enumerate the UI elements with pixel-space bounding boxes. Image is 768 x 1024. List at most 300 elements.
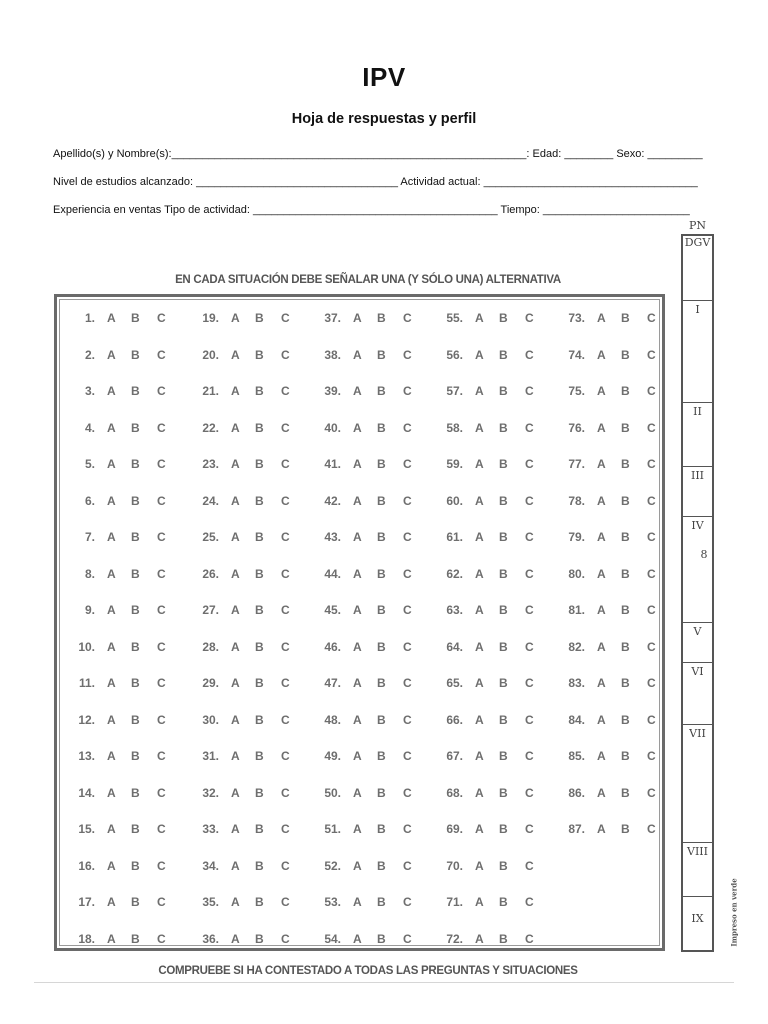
answer-option-b[interactable]: B <box>621 603 630 617</box>
answer-option-b[interactable]: B <box>377 530 386 544</box>
answer-option-b[interactable]: B <box>255 457 264 471</box>
answer-option-a[interactable]: A <box>107 676 116 690</box>
answer-option-b[interactable]: B <box>377 676 386 690</box>
answer-option-c[interactable]: C <box>403 822 412 836</box>
answer-option-b[interactable]: B <box>131 493 140 508</box>
answer-option-a[interactable]: A <box>231 347 240 362</box>
answer-option-c[interactable]: C <box>403 639 412 654</box>
answer-option-c[interactable]: C <box>157 858 166 873</box>
item-number: 70. <box>446 858 463 873</box>
item-number: 60. <box>446 493 463 508</box>
answer-option-a[interactable]: A <box>597 639 606 654</box>
answer-option-c[interactable]: C <box>281 822 290 836</box>
answer-option-c[interactable]: C <box>403 858 412 873</box>
answer-option-c[interactable]: C <box>647 712 656 727</box>
answer-option-a[interactable]: A <box>231 712 240 727</box>
answer-option-c[interactable]: C <box>525 347 534 362</box>
answer-option-c[interactable]: C <box>525 749 534 763</box>
answer-option-c[interactable]: C <box>403 347 412 362</box>
answer-option-a[interactable]: A <box>597 749 606 763</box>
item-number: 38. <box>324 347 341 362</box>
answer-option-a[interactable]: A <box>597 712 606 727</box>
answer-option-c[interactable]: C <box>647 457 656 471</box>
answer-option-b[interactable]: B <box>621 384 630 398</box>
answer-option-a[interactable]: A <box>353 712 362 727</box>
answer-option-b[interactable]: B <box>621 712 630 727</box>
item-number: 12. <box>78 712 95 727</box>
answer-option-b[interactable]: B <box>499 712 508 727</box>
answer-option-b[interactable]: B <box>255 749 264 763</box>
answer-option-b[interactable]: B <box>255 785 264 800</box>
item-number: 58. <box>446 420 463 435</box>
answer-option-a[interactable]: A <box>597 457 606 471</box>
answer-option-b[interactable]: B <box>131 530 140 544</box>
answer-option-a[interactable]: A <box>353 785 362 800</box>
answer-option-a[interactable]: A <box>231 420 240 435</box>
answer-option-c[interactable]: C <box>281 858 290 873</box>
answer-option-a[interactable]: A <box>597 384 606 398</box>
answer-option-a[interactable]: A <box>353 858 362 873</box>
item-number: 2. <box>84 347 95 362</box>
answer-option-a[interactable]: A <box>107 457 116 471</box>
answer-option-c[interactable]: C <box>281 347 290 362</box>
item-number: 44. <box>324 566 341 581</box>
answer-option-b[interactable]: B <box>377 822 386 836</box>
answer-option-c[interactable]: C <box>403 785 412 800</box>
answer-option-c[interactable]: C <box>525 931 534 946</box>
answer-option-a[interactable]: A <box>475 566 484 581</box>
answer-option-a[interactable]: A <box>231 384 240 398</box>
answer-option-a[interactable]: A <box>597 822 606 836</box>
answer-option-c[interactable]: C <box>525 712 534 727</box>
answer-option-a[interactable]: A <box>353 931 362 946</box>
answer-option-b[interactable]: B <box>131 603 140 617</box>
answer-option-b[interactable]: B <box>499 530 508 544</box>
answer-option-a[interactable]: A <box>107 712 116 727</box>
answer-option-c[interactable]: C <box>281 749 290 763</box>
answer-option-b[interactable]: B <box>621 347 630 362</box>
answer-option-a[interactable]: A <box>231 676 240 690</box>
answer-option-c[interactable]: C <box>281 639 290 654</box>
answer-option-b[interactable]: B <box>255 566 264 581</box>
answer-option-c[interactable]: C <box>525 785 534 800</box>
answer-option-a[interactable]: A <box>231 822 240 836</box>
answer-option-c[interactable]: C <box>281 311 290 325</box>
answer-option-b[interactable]: B <box>131 895 140 909</box>
answer-option-a[interactable]: A <box>475 676 484 690</box>
answer-option-a[interactable]: A <box>475 530 484 544</box>
answer-option-b[interactable]: B <box>377 858 386 873</box>
answer-option-b[interactable]: B <box>131 566 140 581</box>
answer-option-c[interactable]: C <box>281 603 290 617</box>
answer-option-b[interactable]: B <box>255 420 264 435</box>
answer-option-b[interactable]: B <box>255 858 264 873</box>
answer-option-b[interactable]: B <box>377 785 386 800</box>
answer-option-b[interactable]: B <box>255 530 264 544</box>
item-number: 10. <box>78 639 95 654</box>
perfil-divider <box>683 466 712 467</box>
item-number: 23. <box>202 457 219 471</box>
answer-option-a[interactable]: A <box>107 785 116 800</box>
answer-option-b[interactable]: B <box>499 749 508 763</box>
answer-option-b[interactable]: B <box>131 931 140 946</box>
answer-option-a[interactable]: A <box>475 420 484 435</box>
perfil-segment-i: I <box>695 303 700 316</box>
answer-option-c[interactable]: C <box>403 530 412 544</box>
item-number: 67. <box>446 749 463 763</box>
answer-option-c[interactable]: C <box>281 931 290 946</box>
answer-option-c[interactable]: C <box>157 566 166 581</box>
answer-option-c[interactable]: C <box>403 749 412 763</box>
answer-option-c[interactable]: C <box>525 493 534 508</box>
answer-option-a[interactable]: A <box>475 895 484 909</box>
answer-option-c[interactable]: C <box>157 931 166 946</box>
answer-option-c[interactable]: C <box>647 420 656 435</box>
answer-option-b[interactable]: B <box>131 311 140 325</box>
answer-option-b[interactable]: B <box>621 530 630 544</box>
perfil-divider <box>683 622 712 623</box>
answer-option-a[interactable]: A <box>353 530 362 544</box>
answer-option-c[interactable]: C <box>403 457 412 471</box>
answer-option-c[interactable]: C <box>157 311 166 325</box>
answer-option-c[interactable]: C <box>157 457 166 471</box>
answer-option-c[interactable]: C <box>525 420 534 435</box>
answer-option-a[interactable]: A <box>107 493 116 508</box>
item-number: 9. <box>84 603 95 617</box>
answer-option-a[interactable]: A <box>107 566 116 581</box>
item-number: 20. <box>202 347 219 362</box>
item-number: 48. <box>324 712 341 727</box>
answer-option-a[interactable]: A <box>353 676 362 690</box>
answer-option-c[interactable]: C <box>647 530 656 544</box>
answer-option-a[interactable]: A <box>353 895 362 909</box>
answer-option-c[interactable]: C <box>403 384 412 398</box>
answer-option-c[interactable]: C <box>403 676 412 690</box>
answer-option-a[interactable]: A <box>107 384 116 398</box>
answer-option-a[interactable]: A <box>475 749 484 763</box>
answer-option-a[interactable]: A <box>353 639 362 654</box>
answer-option-b[interactable]: B <box>499 822 508 836</box>
item-number: 35. <box>202 895 219 909</box>
answer-option-b[interactable]: B <box>499 639 508 654</box>
answer-option-a[interactable]: A <box>107 858 116 873</box>
answer-option-a[interactable]: A <box>107 822 116 836</box>
answer-option-c[interactable]: C <box>281 895 290 909</box>
answer-option-b[interactable]: B <box>131 639 140 654</box>
answer-option-c[interactable]: C <box>525 603 534 617</box>
answer-option-c[interactable]: C <box>525 384 534 398</box>
answer-option-a[interactable]: A <box>353 603 362 617</box>
answer-option-a[interactable]: A <box>107 639 116 654</box>
sales-experience-field-line[interactable]: Experiencia en ventas Tipo de actividad: ________________________________________ Tiempo: ________________________ <box>53 204 690 216</box>
answer-option-c[interactable]: C <box>403 420 412 435</box>
answer-option-c[interactable]: C <box>525 457 534 471</box>
answer-option-a[interactable]: A <box>597 311 606 325</box>
answer-option-b[interactable]: B <box>255 603 264 617</box>
answer-option-c[interactable]: C <box>403 603 412 617</box>
answer-option-a[interactable]: A <box>231 858 240 873</box>
perfil-segment-iii: III <box>690 469 705 482</box>
perfil-divider <box>683 724 712 725</box>
answer-option-b[interactable]: B <box>131 749 140 763</box>
answer-option-c[interactable]: C <box>647 566 656 581</box>
answer-option-c[interactable]: C <box>403 311 412 325</box>
answer-option-a[interactable]: A <box>107 311 116 325</box>
answer-option-a[interactable]: A <box>597 420 606 435</box>
answer-option-c[interactable]: C <box>281 676 290 690</box>
answer-option-b[interactable]: B <box>377 311 386 325</box>
answer-option-a[interactable]: A <box>353 493 362 508</box>
answer-option-a[interactable]: A <box>107 420 116 435</box>
answer-option-b[interactable]: B <box>377 384 386 398</box>
answer-option-b[interactable]: B <box>255 639 264 654</box>
answer-option-b[interactable]: B <box>131 712 140 727</box>
answer-option-c[interactable]: C <box>157 712 166 727</box>
answer-option-c[interactable]: C <box>157 639 166 654</box>
answer-option-a[interactable]: A <box>231 311 240 325</box>
answer-option-b[interactable]: B <box>621 676 630 690</box>
answer-option-c[interactable]: C <box>281 712 290 727</box>
answer-option-b[interactable]: B <box>621 493 630 508</box>
answer-option-a[interactable]: A <box>475 639 484 654</box>
item-number: 62. <box>446 566 463 581</box>
answer-option-b[interactable]: B <box>499 493 508 508</box>
answer-option-c[interactable]: C <box>157 822 166 836</box>
answer-option-b[interactable]: B <box>377 457 386 471</box>
answer-option-a[interactable]: A <box>353 347 362 362</box>
item-number: 40. <box>324 420 341 435</box>
answer-option-a[interactable]: A <box>475 311 484 325</box>
answer-option-c[interactable]: C <box>403 895 412 909</box>
answer-option-a[interactable]: A <box>107 530 116 544</box>
answer-option-a[interactable]: A <box>231 785 240 800</box>
answer-option-b[interactable]: B <box>377 712 386 727</box>
answer-option-c[interactable]: C <box>281 566 290 581</box>
answer-option-a[interactable]: A <box>597 493 606 508</box>
answer-option-c[interactable]: C <box>525 822 534 836</box>
answer-option-a[interactable]: A <box>353 566 362 581</box>
answer-option-a[interactable]: A <box>353 311 362 325</box>
answer-option-a[interactable]: A <box>231 566 240 581</box>
answer-option-b[interactable]: B <box>499 785 508 800</box>
answer-option-c[interactable]: C <box>157 603 166 617</box>
answer-option-b[interactable]: B <box>499 931 508 946</box>
answer-option-b[interactable]: B <box>499 858 508 873</box>
answer-option-b[interactable]: B <box>377 895 386 909</box>
name-age-sex-field-line[interactable]: Apellido(s) y Nombre(s):__________________________________________________________: Edad: ________ Sexo: _________ <box>53 148 703 160</box>
answer-option-c[interactable]: C <box>647 639 656 654</box>
answer-option-c[interactable]: C <box>647 822 656 836</box>
answer-option-a[interactable]: A <box>475 858 484 873</box>
answer-option-c[interactable]: C <box>647 384 656 398</box>
answer-option-b[interactable]: B <box>377 931 386 946</box>
answer-option-c[interactable]: C <box>157 749 166 763</box>
answer-option-a[interactable]: A <box>475 822 484 836</box>
answer-option-a[interactable]: A <box>353 420 362 435</box>
answer-option-b[interactable]: B <box>621 420 630 435</box>
answer-option-b[interactable]: B <box>131 457 140 471</box>
answer-option-c[interactable]: C <box>647 493 656 508</box>
answer-option-b[interactable]: B <box>377 493 386 508</box>
answer-option-c[interactable]: C <box>647 603 656 617</box>
item-number: 82. <box>568 639 585 654</box>
answer-option-a[interactable]: A <box>231 749 240 763</box>
education-activity-field-line[interactable]: Nivel de estudios alcanzado: _________________________________ Actividad actual: ___________________________________ <box>53 176 698 188</box>
answer-option-a[interactable]: A <box>597 785 606 800</box>
answer-option-a[interactable]: A <box>597 347 606 362</box>
answer-option-b[interactable]: B <box>499 457 508 471</box>
answer-option-c[interactable]: C <box>157 420 166 435</box>
answer-option-c[interactable]: C <box>157 530 166 544</box>
item-number: 42. <box>324 493 341 508</box>
answer-option-b[interactable]: B <box>499 566 508 581</box>
answer-option-c[interactable]: C <box>281 457 290 471</box>
answer-option-c[interactable]: C <box>157 895 166 909</box>
answer-option-b[interactable]: B <box>377 347 386 362</box>
answer-option-a[interactable]: A <box>353 457 362 471</box>
answer-option-a[interactable]: A <box>475 931 484 946</box>
answer-option-b[interactable]: B <box>499 420 508 435</box>
answer-option-b[interactable]: B <box>621 639 630 654</box>
answer-option-a[interactable]: A <box>475 712 484 727</box>
answer-option-a[interactable]: A <box>231 457 240 471</box>
answer-option-c[interactable]: C <box>647 749 656 763</box>
answer-option-b[interactable]: B <box>621 822 630 836</box>
item-number: 31. <box>202 749 219 763</box>
answer-option-b[interactable]: B <box>255 712 264 727</box>
answer-option-a[interactable]: A <box>475 347 484 362</box>
answer-option-a[interactable]: A <box>107 749 116 763</box>
answer-option-a[interactable]: A <box>231 530 240 544</box>
item-number: 71. <box>446 895 463 909</box>
answer-option-b[interactable]: B <box>499 311 508 325</box>
answer-option-a[interactable]: A <box>353 822 362 836</box>
answer-option-b[interactable]: B <box>255 822 264 836</box>
answer-option-c[interactable]: C <box>281 785 290 800</box>
answer-option-b[interactable]: B <box>255 347 264 362</box>
answer-option-b[interactable]: B <box>621 566 630 581</box>
answer-option-c[interactable]: C <box>281 384 290 398</box>
page-subtitle: Hoja de respuestas y perfil <box>291 111 477 127</box>
answer-option-c[interactable]: C <box>281 493 290 508</box>
instruction-bottom: COMPRUEBE SI HA CONTESTADO A TODAS LAS PREGUNTAS Y SITUACIONES <box>158 965 578 977</box>
answer-option-b[interactable]: B <box>131 420 140 435</box>
answer-option-b[interactable]: B <box>131 785 140 800</box>
answer-option-a[interactable]: A <box>353 384 362 398</box>
answer-option-a[interactable]: A <box>475 603 484 617</box>
answer-option-a[interactable]: A <box>107 931 116 946</box>
answer-option-b[interactable]: B <box>377 603 386 617</box>
answer-option-a[interactable]: A <box>597 676 606 690</box>
answer-option-b[interactable]: B <box>499 603 508 617</box>
answer-option-b[interactable]: B <box>377 749 386 763</box>
perfil-segment-vii: VII <box>689 727 706 740</box>
answer-option-b[interactable]: B <box>131 384 140 398</box>
answer-option-c[interactable]: C <box>157 676 166 690</box>
answer-option-a[interactable]: A <box>475 493 484 508</box>
answer-option-c[interactable]: C <box>403 493 412 508</box>
answer-option-c[interactable]: C <box>647 347 656 362</box>
answer-option-b[interactable]: B <box>255 895 264 909</box>
answer-option-c[interactable]: C <box>525 311 534 325</box>
answer-option-b[interactable]: B <box>621 457 630 471</box>
answer-option-b[interactable]: B <box>499 895 508 909</box>
perfil-segment-vi: VI <box>691 665 704 678</box>
answer-option-a[interactable]: A <box>231 639 240 654</box>
answer-option-b[interactable]: B <box>255 311 264 325</box>
answer-option-b[interactable]: B <box>377 420 386 435</box>
answer-option-c[interactable]: C <box>525 566 534 581</box>
answer-option-b[interactable]: B <box>131 347 140 362</box>
answer-option-b[interactable]: B <box>621 311 630 325</box>
answer-option-c[interactable]: C <box>403 712 412 727</box>
answer-option-a[interactable]: A <box>597 566 606 581</box>
answer-option-c[interactable]: C <box>647 785 656 800</box>
answer-option-b[interactable]: B <box>621 749 630 763</box>
answer-option-b[interactable]: B <box>499 676 508 690</box>
answer-option-c[interactable]: C <box>525 676 534 690</box>
answer-option-a[interactable]: A <box>353 749 362 763</box>
answer-option-c[interactable]: C <box>525 895 534 909</box>
answer-option-b[interactable]: B <box>255 931 264 946</box>
answer-option-b[interactable]: B <box>255 384 264 398</box>
item-number: 50. <box>324 785 341 800</box>
answer-option-b[interactable]: B <box>621 785 630 800</box>
answer-option-c[interactable]: C <box>525 530 534 544</box>
answer-option-a[interactable]: A <box>597 530 606 544</box>
answer-option-a[interactable]: A <box>231 895 240 909</box>
answer-option-c[interactable]: C <box>647 676 656 690</box>
answer-option-a[interactable]: A <box>475 384 484 398</box>
answer-option-c[interactable]: C <box>403 566 412 581</box>
answer-option-c[interactable]: C <box>281 530 290 544</box>
answer-option-b[interactable]: B <box>499 347 508 362</box>
answer-option-b[interactable]: B <box>255 676 264 690</box>
answer-option-a[interactable]: A <box>107 347 116 362</box>
item-number: 33. <box>202 822 219 836</box>
answer-option-c[interactable]: C <box>157 384 166 398</box>
item-number: 65. <box>446 676 463 690</box>
item-number: 32. <box>202 785 219 800</box>
answer-option-b[interactable]: B <box>499 384 508 398</box>
item-number: 76. <box>568 420 585 435</box>
perfil-divider <box>683 662 712 663</box>
answer-option-a[interactable]: A <box>475 457 484 471</box>
answer-option-c[interactable]: C <box>281 420 290 435</box>
answer-option-c[interactable]: C <box>525 858 534 873</box>
answer-option-b[interactable]: B <box>131 676 140 690</box>
item-number: 39. <box>324 384 341 398</box>
answer-option-c[interactable]: C <box>157 493 166 508</box>
answer-option-b[interactable]: B <box>377 639 386 654</box>
answer-option-a[interactable]: A <box>231 603 240 617</box>
answer-option-b[interactable]: B <box>255 493 264 508</box>
answer-option-c[interactable]: C <box>157 785 166 800</box>
answer-option-c[interactable]: C <box>525 639 534 654</box>
answer-option-b[interactable]: B <box>377 566 386 581</box>
answer-option-b[interactable]: B <box>131 822 140 836</box>
answer-option-b[interactable]: B <box>131 858 140 873</box>
answer-option-c[interactable]: C <box>157 347 166 362</box>
answer-option-c[interactable]: C <box>403 931 412 946</box>
answer-option-a[interactable]: A <box>231 931 240 946</box>
answer-option-a[interactable]: A <box>475 785 484 800</box>
answer-option-a[interactable]: A <box>107 603 116 617</box>
answer-option-c[interactable]: C <box>647 311 656 325</box>
answer-option-a[interactable]: A <box>597 603 606 617</box>
answer-option-a[interactable]: A <box>231 493 240 508</box>
answer-option-a[interactable]: A <box>107 895 116 909</box>
